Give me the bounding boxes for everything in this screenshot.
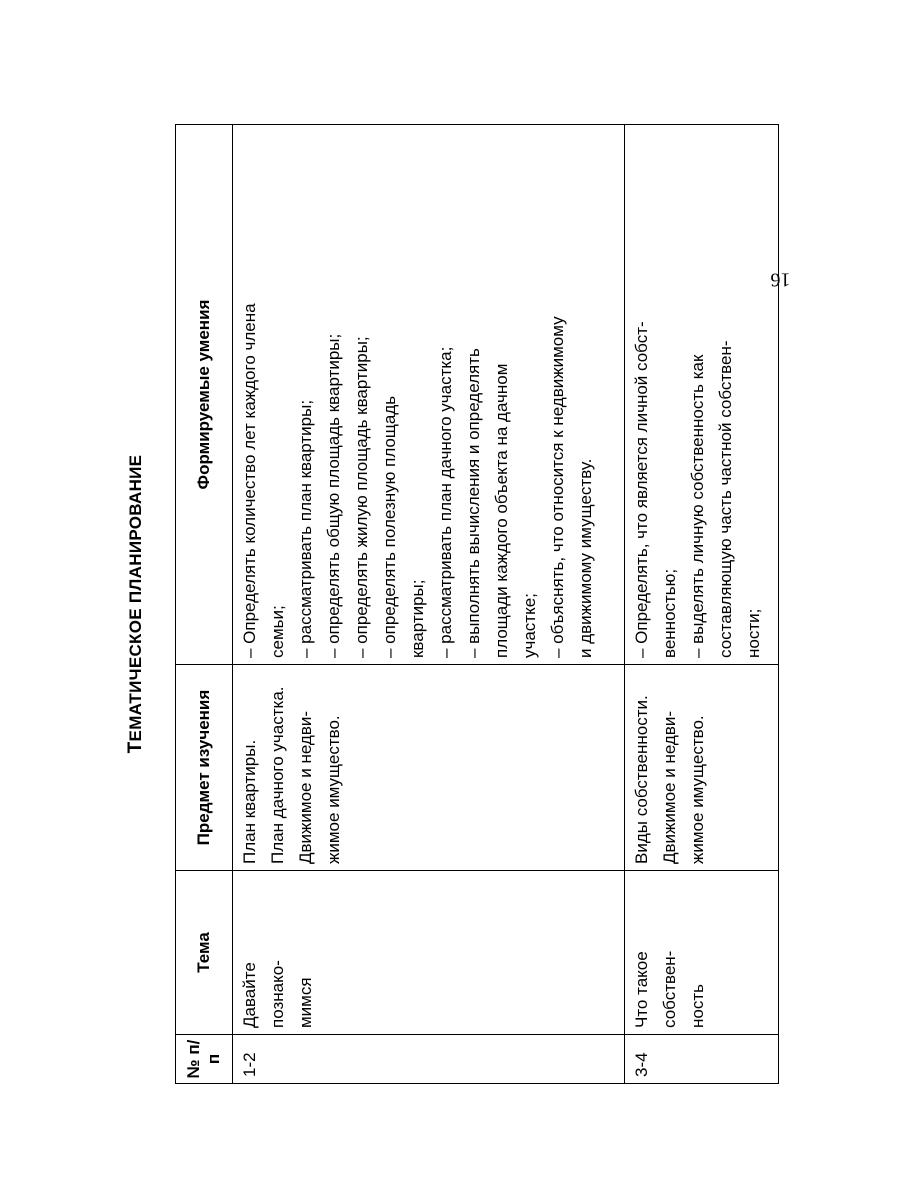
skill-line: – Определять, что является личной собст- xyxy=(632,321,651,658)
page-title: ТЕМАТИЧЕСКОЕ ПЛАНИРОВАНИЕ xyxy=(125,454,146,754)
cell-num: 1-2 xyxy=(233,1035,625,1084)
topic-line: познако- xyxy=(268,960,287,1028)
skill-line: – рассматривать план дачного участка; xyxy=(436,346,455,658)
skill-line: – определять полезную площадь xyxy=(380,395,399,658)
skill-line: участке; xyxy=(520,593,539,658)
cell-subject xyxy=(625,665,779,871)
topic-line: собствен- xyxy=(660,950,679,1028)
skill-line: составляющую часть частной собствен- xyxy=(716,340,735,658)
cell-topic xyxy=(233,871,625,1035)
table-header-row xyxy=(176,125,233,1084)
topic-line: Что такое xyxy=(632,951,651,1028)
skill-line: квартиры; xyxy=(408,579,427,658)
skill-line: ности; xyxy=(744,608,763,658)
skill-line: – выполнять вычисления и определять xyxy=(464,348,483,658)
subject-line: Движимое и недви- xyxy=(660,710,679,864)
cell-num: 3-4 xyxy=(625,1035,779,1084)
skill-line: – объяснять, что относится к недвижимому xyxy=(548,316,567,658)
header-num: № п/п xyxy=(176,1035,233,1084)
subject-line: План квартиры. xyxy=(240,739,259,864)
topic-line: ность xyxy=(688,984,707,1028)
skill-line: – выделять личную собственность как xyxy=(688,354,707,658)
thematic-planning-table xyxy=(175,124,779,1084)
header-topic: Тема xyxy=(176,871,233,1035)
subject-line: Движимое и недви- xyxy=(296,710,315,864)
skill-line: и движимому имуществу. xyxy=(576,458,595,658)
skill-line: площади каждого объекта на дачном xyxy=(492,363,511,658)
cell-subject xyxy=(233,665,625,871)
subject-line: жимое имущество. xyxy=(688,715,707,864)
skill-line: венностью; xyxy=(660,568,679,658)
table-row xyxy=(625,125,779,1084)
subject-line: План дачного участка. xyxy=(268,686,287,864)
table-row xyxy=(233,125,625,1084)
skill-line: – рассматривать план квартиры; xyxy=(296,399,315,658)
subject-line: Виды собственности. xyxy=(632,695,651,864)
skill-line: – определять общую площадь квартиры; xyxy=(324,333,343,658)
topic-line: Давайте xyxy=(240,962,259,1028)
skill-line: – определять жилую площадь квартиры; xyxy=(352,336,371,658)
cell-skills xyxy=(625,125,779,665)
cell-skills xyxy=(233,125,625,665)
page-number: 16 xyxy=(770,268,791,291)
rotated-page xyxy=(125,124,791,1084)
header-subject: Предмет изучения xyxy=(176,665,233,871)
header-skills: Формируемые умения xyxy=(176,125,233,665)
skill-line: семьи; xyxy=(268,605,287,658)
subject-line: жимое имущество. xyxy=(324,715,343,864)
topic-line: мимся xyxy=(296,977,315,1028)
skill-line: – Определять количество лет каждого члена xyxy=(240,303,259,658)
cell-topic xyxy=(625,871,779,1035)
